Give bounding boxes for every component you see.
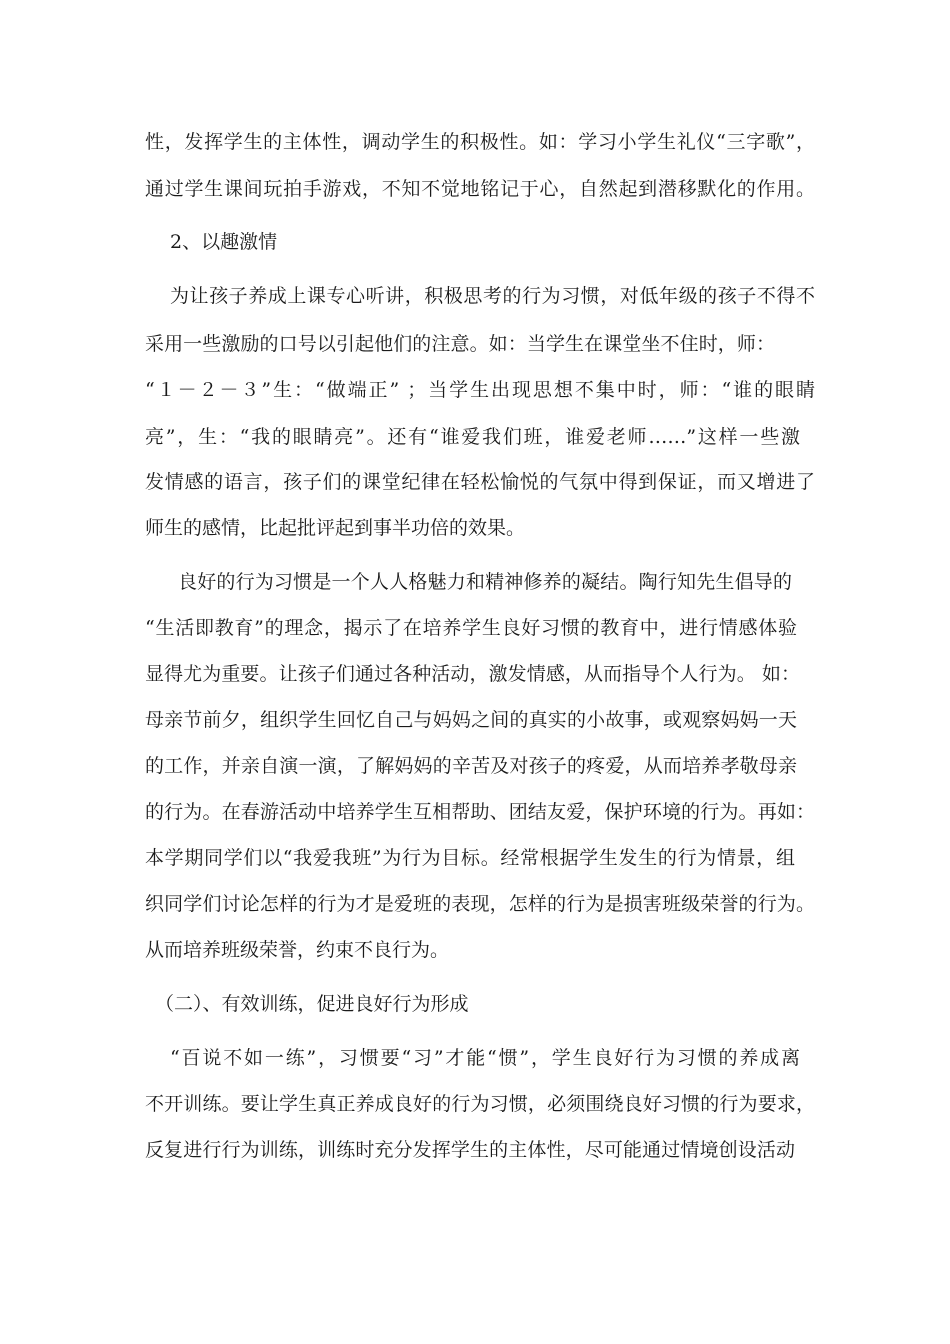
text-line: “百说不如一练”，习惯要“习”才能“惯”，学生良好行为习惯的养成离 (170, 1047, 800, 1069)
section-heading: （二）、有效训练，促进良好行为形成 (155, 993, 469, 1015)
text-line: 为让孩子养成上课专心听讲，积极思考的行为习惯，对低年级的孩子不得不 (170, 285, 815, 307)
text-line: 师生的感情，比起批评起到事半功倍的效果。 (145, 517, 526, 539)
text-line: 亮”，生：“我的眼睛亮”。还有“谁爱我们班，谁爱老师……”这样一些激 (145, 426, 800, 448)
text-line: 反复进行行为训练，训练时充分发挥学生的主体性，尽可能通过情境创设活动 (145, 1139, 795, 1161)
text-line: 通过学生课间玩拍手游戏，不知不觉地铭记于心，自然起到潜移默化的作用。 (145, 178, 815, 200)
text-line: 母亲节前夕，组织学生回忆自己与妈妈之间的真实的小故事，或观察妈妈一天 (145, 709, 797, 731)
text-line: 本学期同学们以“我爱我班”为行为目标。经常根据学生发生的行为情景，组 (145, 847, 795, 869)
section-heading: 2、以趣激情 (170, 231, 278, 253)
text-line: 的行为。在春游活动中培养学生互相帮助、团结友爱，保护环境的行为。再如： (145, 801, 815, 823)
text-line: 采用一些激励的口号以引起他们的注意。如：当学生在课堂坐不住时，师： (145, 333, 775, 355)
text-line: “生活即教育”的理念，揭示了在培养学生良好习惯的教育中，进行情感体验 (145, 617, 797, 639)
text-line: 的工作，并亲自演一演，了解妈妈的辛苦及对孩子的疼爱，从而培养孝敬母亲 (145, 755, 797, 777)
text-line: 不开训练。要让学生真正养成良好的行为习惯，必须围绕良好习惯的行为要求， (145, 1093, 815, 1115)
text-line: “１－２－３”生：“做端正” ；当学生出现思想不集中时，师：“谁的眼睛 (145, 379, 815, 401)
text-line: 从而培养班级荣誉，约束不良行为。 (145, 939, 450, 961)
text-line: 织同学们讨论怎样的行为才是爱班的表现，怎样的行为是损害班级荣誉的行为。 (145, 893, 815, 915)
text-line: 显得尤为重要。让孩子们通过各种活动，激发情感，从而指导个人行为。 如： (145, 663, 800, 685)
text-line: 良好的行为习惯是一个人人格魅力和精神修养的凝结。陶行知先生倡导的 (178, 571, 792, 593)
text-line: 发情感的语言，孩子们的课堂纪律在轻松愉悦的气氛中得到保证，而又增进了 (145, 471, 815, 493)
text-line: 性，发挥学生的主体性，调动学生的积极性。如：学习小学生礼仪“三字歌”， (145, 131, 815, 153)
